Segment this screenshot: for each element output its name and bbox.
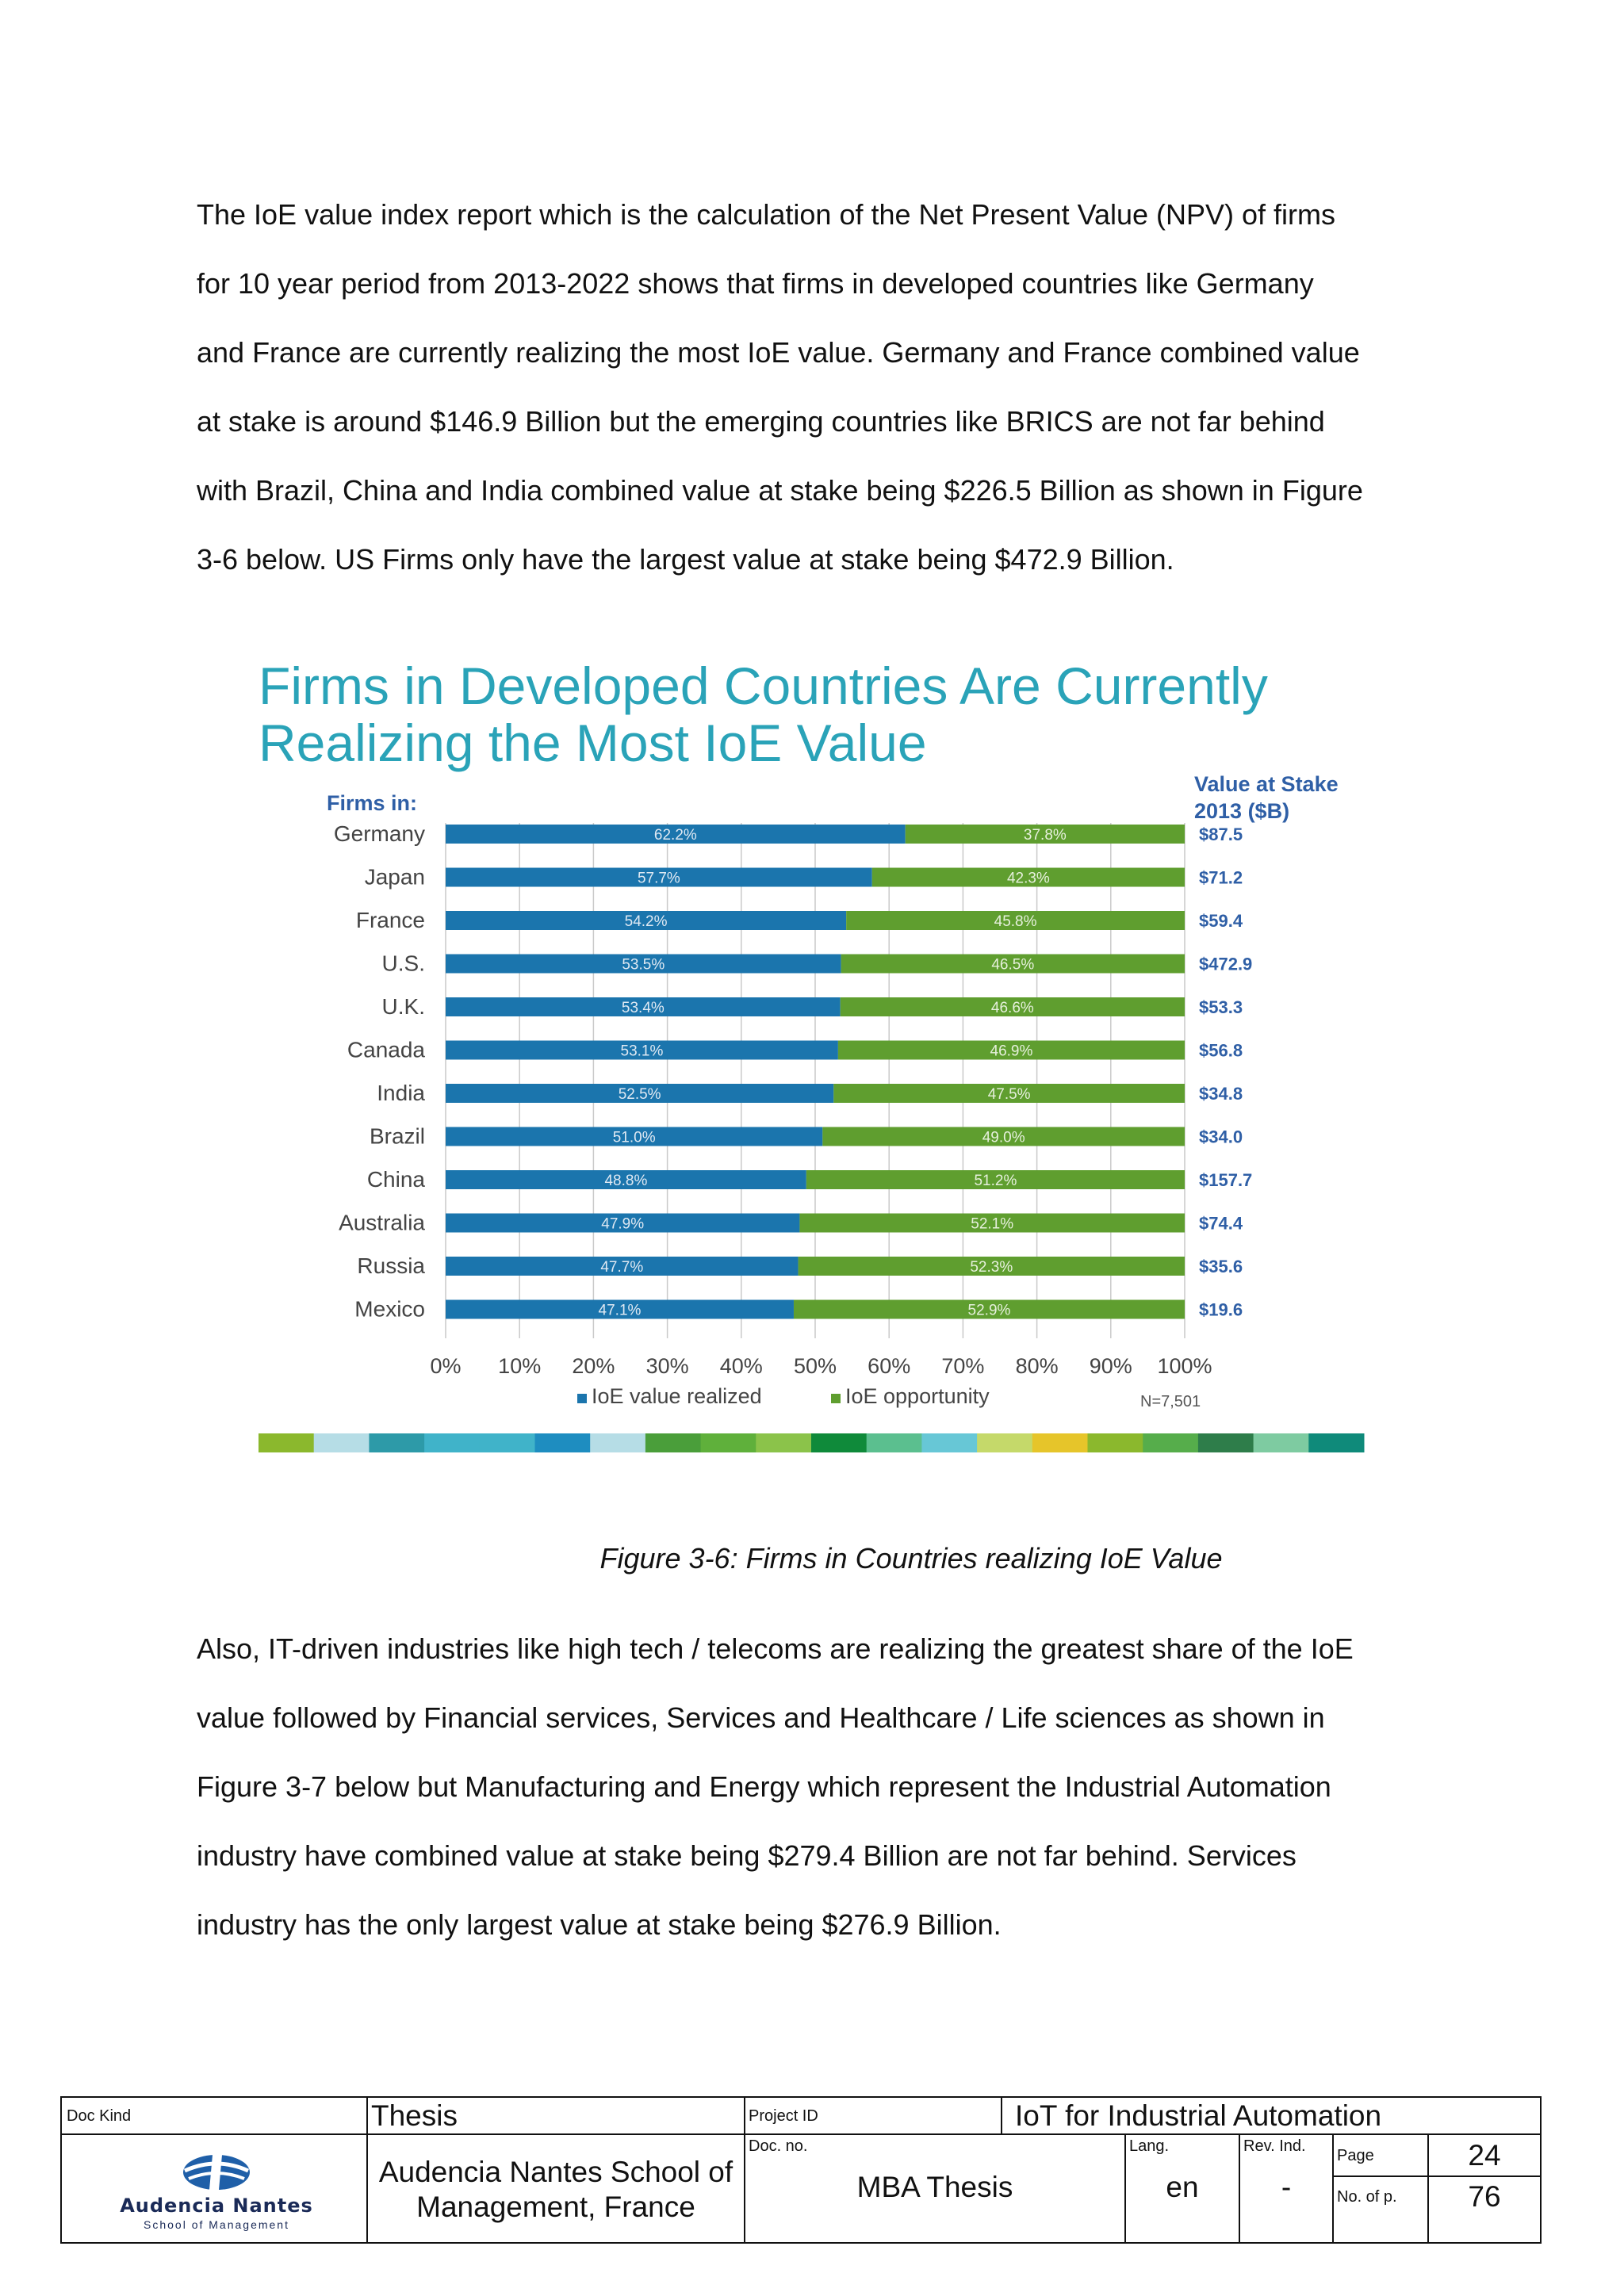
realized-data-label: 47.1% [598,1302,642,1319]
x-tick-label: 100% [1157,1354,1212,1378]
value-at-stake-label: $56.8 [1199,1040,1243,1061]
paragraph-line: industry have combined value at stake being $279.4 Billion are not far behind. Services [197,1839,1297,1872]
institution-line: Management, France [416,2191,695,2223]
project-id-label: Project ID [749,2107,818,2125]
lang-value: en [1166,2171,1199,2203]
document-footer-table [60,2096,1542,2244]
decorative-color-band [701,1433,756,1452]
decorative-color-band [867,1433,922,1452]
paragraph-line: for 10 year period from 2013-2022 shows that firms in developed countries like Germany [197,267,1314,300]
decorative-color-band [1032,1433,1088,1452]
x-tick-label: 70% [941,1354,985,1378]
category-label: India [377,1081,425,1105]
paragraph-line: 3-6 below. US Firms only have the largest value at stake being $472.9 Billion. [197,543,1174,576]
lang-label: Lang. [1129,2137,1170,2155]
realized-data-label: 62.2% [653,827,697,844]
decorative-color-band [645,1433,701,1452]
doc-kind-value: Thesis [371,2099,458,2132]
opportunity-data-label: 52.9% [967,1302,1011,1319]
x-tick-label: 10% [498,1354,542,1378]
legend-swatch-opportunity [831,1394,841,1403]
opportunity-data-label: 45.8% [994,913,1037,930]
realized-data-label: 48.8% [604,1173,648,1189]
decorative-color-band [259,1433,314,1452]
institution-line: Audencia Nantes School of [378,2156,733,2188]
opportunity-data-label: 46.9% [990,1043,1033,1060]
project-id-value: IoT for Industrial Automation [1015,2099,1382,2132]
decorative-color-band [1088,1433,1143,1452]
category-label: Japan [364,864,425,890]
value-at-stake-label: $71.2 [1199,867,1243,888]
logo-subtitle: School of Management [144,2218,289,2231]
value-at-stake-label: $34.8 [1199,1084,1243,1104]
realized-data-label: 57.7% [637,870,680,887]
value-at-stake-label: $53.3 [1199,997,1243,1017]
logo-wordmark: Audencia Nantes [120,2195,313,2217]
decorative-color-band [369,1433,424,1452]
value-at-stake-label: $87.5 [1199,825,1243,844]
opportunity-data-label: 49.0% [982,1129,1025,1146]
pages-label: No. of p. [1337,2188,1397,2206]
opportunity-data-label: 37.8% [1023,827,1067,844]
decorative-color-band [1198,1433,1254,1452]
opportunity-data-label: 52.1% [971,1215,1014,1233]
x-tick-label: 40% [719,1354,763,1378]
legend-label-opportunity: IoE opportunity [845,1384,990,1408]
realized-data-label: 53.1% [620,1043,664,1060]
opportunity-data-label: 46.5% [991,956,1035,974]
category-label: Australia [339,1210,425,1235]
x-tick-label: 30% [645,1354,689,1378]
decorative-color-band [977,1433,1032,1452]
paragraph-line: Also, IT-driven industries like high tech / telecoms are realizing the greatest share of the IoE [197,1632,1354,1665]
realized-data-label: 53.4% [621,1000,665,1016]
legend-swatch-realized [577,1394,587,1403]
doc-no-label: Doc. no. [749,2137,808,2155]
category-label: U.K. [381,994,425,1019]
value-at-stake-label: $74.4 [1199,1213,1243,1234]
value-at-stake-label: $59.4 [1199,911,1243,931]
category-label: China [366,1167,425,1192]
realized-data-label: 52.5% [618,1086,661,1103]
decorative-color-band [424,1433,480,1452]
pages-value: 76 [1468,2180,1501,2213]
realized-data-label: 47.7% [600,1259,644,1276]
decorative-color-band [1254,1433,1309,1452]
rev-label: Rev. Ind. [1243,2137,1306,2155]
doc-kind-label: Doc Kind [67,2107,132,2125]
rev-value: - [1281,2171,1292,2203]
category-label: Mexico [354,1296,425,1322]
opportunity-data-label: 47.5% [987,1086,1031,1103]
realized-data-label: 47.9% [601,1215,645,1233]
chart-title: Realizing the Most IoE Value [259,714,927,772]
category-label: Brazil [369,1123,425,1149]
category-label: Russia [357,1253,425,1278]
decorative-color-band [1308,1433,1364,1452]
x-tick-label: 90% [1089,1354,1132,1378]
value-at-stake-header: Value at Stake [1194,772,1339,796]
audencia-logo [78,2147,355,2234]
paragraph-line: with Brazil, China and India combined value at stake being $226.5 Billion as shown in Figure [197,474,1363,507]
category-label: Canada [347,1037,425,1062]
realized-data-label: 51.0% [612,1129,656,1146]
category-label: U.S. [381,951,425,976]
category-label: Germany [333,821,425,846]
figure-3-6 [255,655,1365,1494]
paragraph-line: at stake is around $146.9 Billion but the emerging countries like BRICS are not far behind [197,405,1325,438]
figure-caption: Figure 3-6: Firms in Countries realizing IoE Value [599,1542,1223,1575]
decorative-color-band [314,1433,370,1452]
value-at-stake-label: $472.9 [1199,954,1253,974]
page-label: Page [1337,2147,1374,2164]
x-tick-label: 60% [868,1354,911,1378]
value-at-stake-label: $35.6 [1199,1257,1243,1276]
category-label: France [355,908,425,932]
paragraph-line: The IoE value index report which is the calculation of the Net Present Value (NPV) of firms [197,198,1336,231]
paragraph-line: and France are currently realizing the most IoE value. Germany and France combined value [197,336,1360,369]
decorative-color-band [811,1433,867,1452]
value-at-stake-header: 2013 ($B) [1194,799,1290,823]
institution-name [368,2155,744,2225]
page-value: 24 [1468,2139,1501,2172]
industries-paragraph [197,1614,1442,1959]
decorative-color-band [921,1433,977,1452]
value-at-stake-label: $34.0 [1199,1127,1243,1147]
intro-paragraph [197,180,1442,594]
chart-title: Firms in Developed Countries Are Currently [259,656,1268,715]
realized-data-label: 53.5% [622,956,665,974]
decorative-color-band [480,1433,535,1452]
sample-size-note: N=7,501 [1140,1393,1201,1410]
x-tick-label: 80% [1015,1354,1059,1378]
x-tick-label: 0% [430,1354,462,1378]
paragraph-line: Figure 3-7 below but Manufacturing and Energy which represent the Industrial Automation [197,1770,1331,1803]
legend-label-realized: IoE value realized [592,1384,762,1408]
x-tick-label: 20% [572,1354,615,1378]
paragraph-line: industry has the only largest value at stake being $276.9 Billion. [197,1908,1002,1941]
firms-in-label: Firms in: [327,791,418,815]
opportunity-data-label: 51.2% [974,1173,1017,1189]
decorative-color-band [756,1433,811,1452]
decorative-color-band [1143,1433,1198,1452]
paragraph-line: value followed by Financial services, Services and Healthcare / Life sciences as shown in [197,1701,1325,1734]
opportunity-data-label: 42.3% [1006,870,1050,887]
decorative-color-band [535,1433,591,1452]
value-at-stake-label: $157.7 [1199,1170,1253,1190]
stacked-bar-chart [255,655,1365,1494]
doc-no-value: MBA Thesis [856,2171,1013,2203]
x-tick-label: 50% [793,1354,837,1378]
opportunity-data-label: 46.6% [990,1000,1034,1016]
opportunity-data-label: 52.3% [970,1259,1013,1276]
realized-data-label: 54.2% [624,913,668,930]
value-at-stake-label: $19.6 [1199,1299,1243,1320]
decorative-color-band [590,1433,645,1452]
